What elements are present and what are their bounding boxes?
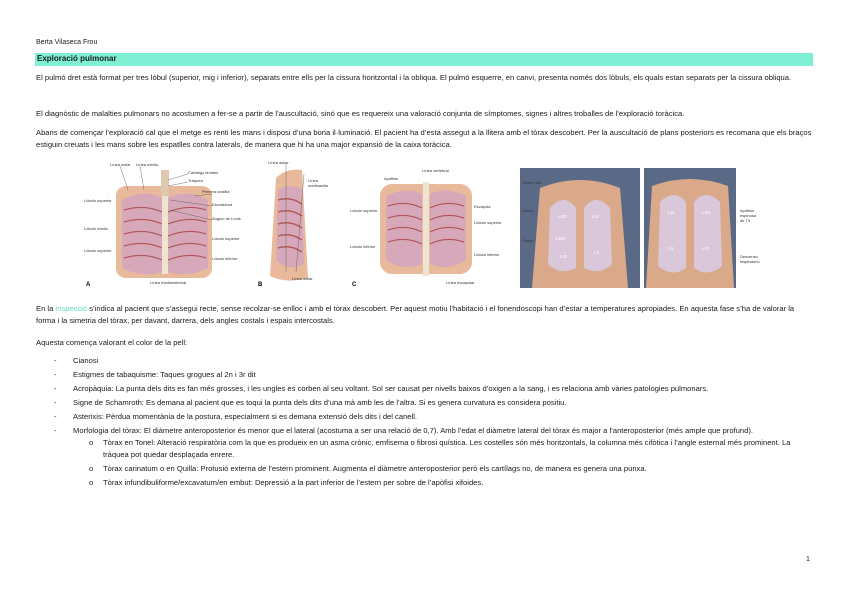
svg-text:Apófisis: Apófisis	[384, 176, 399, 181]
svg-text:Línea medioesternal: Línea medioesternal	[150, 280, 187, 285]
photo-front-torso	[520, 168, 640, 288]
svg-text:LSD: LSD	[702, 210, 711, 215]
list-dash: -	[54, 356, 57, 365]
list-dash: -	[54, 412, 57, 421]
svg-text:inspiratorio: inspiratorio	[740, 259, 760, 264]
svg-text:LSI: LSI	[668, 210, 675, 215]
svg-text:Lóbulo superior: Lóbulo superior	[350, 208, 378, 213]
svg-text:Descenso: Descenso	[740, 254, 758, 259]
list-dash: -	[54, 426, 57, 435]
bullet-list	[36, 355, 814, 491]
paragraph-inspection	[36, 303, 814, 327]
svg-text:Línea axilar: Línea axilar	[292, 276, 313, 281]
list-item	[36, 383, 814, 395]
inspection-highlight: inspecció	[55, 304, 88, 313]
paragraph-preparation: Abans de començar l’exploració cal que el metge es renti les mans i disposi d’una bona il·luminació. El pacient ha d’esta assegut a la llitera amb el tòrax descobert. Per la auscultació de plans posteriors es recomana que els braços estiguin creuats i les mans sobre les espatlles contra laterals, de manera que hi ha una major expansió de la caixa toràcica.	[36, 128, 812, 149]
sub-list-item-text: Tòrax en Tonel: Alteració respiratòria com la que es produeix en un asma crònic, emfisema o fibrosi quística. Les costelles són més horitzontals, la columna més cifòtica i l’angle esternal més prominent. La tràquea pot quedar desplaçada enrere.	[103, 438, 791, 459]
svg-text:Lóbulo superior: Lóbulo superior	[84, 248, 112, 253]
list-item	[36, 425, 814, 489]
svg-text:Tráquea: Tráquea	[188, 178, 203, 183]
svg-text:medioaxilar: medioaxilar	[308, 183, 329, 188]
svg-text:Línea: Línea	[308, 178, 319, 183]
svg-text:Línea medio-: Línea medio-	[136, 162, 160, 167]
list-item-text: Acropàquia: La punta dels dits es fan més grosses, i les ungles es corben al seu voltant. Sol ser causat per nivells baixos d’oxigen a la sang, i es relaciona amb vàries patologies pulmonars.	[73, 384, 709, 393]
svg-text:LID: LID	[702, 246, 710, 251]
svg-text:Cisura: Cisura	[522, 208, 534, 213]
paragraph-lung-lobes: El pulmó dret està format per tres lòbul (superior, mig i inferior), separats entre ells per la cissura horitzontal i la obliqua. El pulmó esquerre, en canvi, presenta només dos lòbuls, els quals estan separats per la cissura obliqua.	[36, 73, 792, 82]
svg-text:LID: LID	[560, 254, 568, 259]
svg-text:LSI: LSI	[592, 214, 599, 219]
list-item	[36, 411, 814, 423]
list-item-text: Morfologia del tòrax: El diàmetre anteroposterior és menor que el lateral (acostuma a ser una relació de 0,7). Amb l’edat el diàmetre lateral del tòrax és major a l’anteroposterior (més ample que profund).	[73, 426, 753, 435]
svg-text:Cartílago tiroides: Cartílago tiroides	[188, 170, 219, 175]
list-item	[36, 355, 814, 367]
svg-text:Lóbulo superior: Lóbulo superior	[84, 198, 112, 203]
svg-text:LII: LII	[594, 250, 600, 255]
list-item	[36, 397, 814, 409]
svg-text:Apófisis: Apófisis	[740, 208, 755, 213]
figure-a-letter: A	[86, 282, 91, 288]
sub-list-item	[36, 437, 814, 461]
inspection-text-start: En la	[36, 304, 56, 313]
svg-text:LSD: LSD	[558, 214, 567, 219]
inspection-text-end: s’indica al pacient que s’assegui recte, sense recolzar-se enlloc i amb el tòrax descobert. Per aquest motiu l’habitació i el fonendoscopi han d’estar a temperatures apropiades. En aquesta fase s’ha de valorar la forma i la simetria del tòrax, per davant, darrera, dels angles costals i espais intercostals.	[36, 304, 795, 325]
page-number: 1	[806, 556, 810, 563]
list-item-text: Cianosi	[73, 356, 99, 365]
figure-b-letter: B	[258, 282, 263, 288]
author-name: Berta Vilaseca Frou	[36, 39, 98, 46]
list-item-text: Signe de Schamroth: Es demana al pacient que es toqui la punta dels dits d’una mà amb les de l’altra. Si es genera curvatura es considera positiu.	[73, 398, 567, 407]
svg-text:LMD: LMD	[556, 236, 566, 241]
svg-text:Línea escapular: Línea escapular	[446, 280, 475, 285]
svg-text:Línea axilar: Línea axilar	[110, 162, 131, 167]
svg-text:Línea vertebral: Línea vertebral	[422, 168, 449, 173]
list-dash: -	[54, 384, 57, 393]
section-title-banner	[35, 53, 813, 66]
svg-text:de T3: de T3	[740, 218, 751, 223]
svg-text:Cisura: Cisura	[522, 238, 534, 243]
sub-list-item	[36, 477, 814, 489]
photo-back-torso	[644, 168, 816, 288]
svg-text:Primera costilla: Primera costilla	[202, 189, 230, 194]
figure-posterior-thorax	[350, 160, 510, 288]
svg-text:LII: LII	[668, 246, 674, 251]
figure-c-letter: C	[352, 282, 357, 288]
svg-text:Vértice del: Vértice del	[522, 180, 541, 185]
list-item-text: Asterixis: Pèrdua momentània de la postura, especialment si es demana extensió dels dits i del canell.	[73, 412, 418, 421]
svg-text:Lóbulo superior: Lóbulo superior	[212, 236, 240, 241]
svg-text:Lóbulo superior: Lóbulo superior	[474, 220, 502, 225]
list-item-text: Estigmes de tabaquisme: Taques grogues al 2n i 3r dit	[73, 370, 256, 379]
sub-list-item	[36, 463, 814, 475]
svg-text:Ángulo de Louis: Ángulo de Louis	[212, 216, 241, 221]
sub-bullet-list	[73, 437, 814, 489]
svg-text:Lóbulo inferior: Lóbulo inferior	[474, 252, 500, 257]
sub-list-marker: o	[89, 438, 94, 447]
sub-list-item-text: Tòrax carinatum o en Quilla: Protusió externa de l’estern prominent. Augmenta el diàmetre anteroposterior però els cartílags no, de manera es genera una punxa.	[103, 464, 647, 473]
sub-list-marker: o	[89, 464, 94, 473]
sub-list-marker: o	[89, 478, 94, 487]
paragraph-skin-color: Aquesta comença valorant el color de la pell:	[36, 338, 188, 347]
sub-list-item-text: Tòrax infundibuliforme/excavatum/en embut: Depressió a la part inferior de l’estern per sobre de l’apòfisi xifoides.	[103, 478, 484, 487]
list-dash: -	[54, 370, 57, 379]
section-title: Exploració pulmonar	[37, 54, 117, 63]
svg-text:Línea axilar: Línea axilar	[268, 160, 289, 165]
figure-lateral-thorax	[256, 160, 348, 288]
paragraph-diagnosis: El diagnòstic de malalties pulmonars no acostumen a fer-se a partir de l’auscultació, sinó que es requereix una valoració conjunta de símptomes, signes i altres troballes de l’exploració toràcica.	[36, 109, 685, 118]
svg-text:Lóbulo inferior: Lóbulo inferior	[350, 244, 376, 249]
svg-text:Lóbulo medio: Lóbulo medio	[84, 226, 109, 231]
list-item	[36, 369, 814, 381]
svg-text:Lóbulo inferior: Lóbulo inferior	[212, 256, 238, 261]
list-dash: -	[54, 398, 57, 407]
svg-text:Escotadura: Escotadura	[212, 202, 233, 207]
svg-text:Escápula: Escápula	[474, 204, 491, 209]
svg-text:espinosa: espinosa	[740, 213, 757, 218]
figure-anterior-thorax	[84, 160, 252, 288]
